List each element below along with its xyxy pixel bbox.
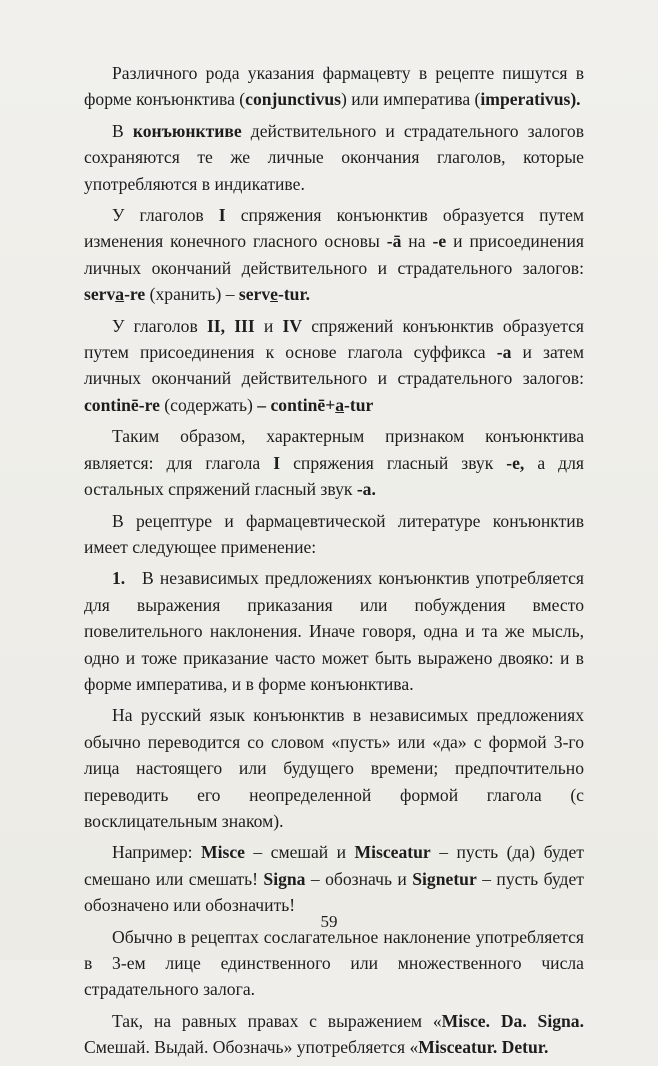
text-run: – continē+ <box>257 394 336 415</box>
paragraph-9 <box>84 839 584 918</box>
paragraph-1 <box>84 60 584 113</box>
bold-term: Misceatur. Detur. <box>418 1037 549 1058</box>
bold-term: II, III <box>206 315 255 336</box>
text-run: -re <box>124 284 146 305</box>
text-run: а для остальных спряжений гласный звук <box>84 452 584 500</box>
text-run: – пусть (да) будет смешано или смешать! <box>84 842 584 889</box>
paragraph-4 <box>84 313 584 419</box>
bold-term: imperativus). <box>480 89 581 110</box>
paragraph-10 <box>84 924 584 1003</box>
bold-term: -e <box>432 231 447 252</box>
bold-term <box>84 284 145 304</box>
list-number: 1. <box>112 568 126 589</box>
bold-term <box>257 395 373 415</box>
paragraph-7 <box>84 565 584 697</box>
text-run: Различного рода указания фармацевту в рецепте пишутся в форме конъюнктива ( <box>84 63 584 110</box>
text-run: -tur. <box>277 284 311 305</box>
underlined-vowel: a <box>335 394 345 415</box>
text-run: В <box>112 120 133 141</box>
bold-term: -ā <box>386 231 402 252</box>
bold-term: continē-re <box>84 394 160 415</box>
bold-term: -a. <box>356 479 376 500</box>
text-run: (содержать) <box>159 394 258 415</box>
text-run: спряжений конъюнктив образуется путем присоединения к основе глагола суффикса <box>84 315 584 363</box>
text-run: serv <box>238 284 271 305</box>
text-run: (хранить) – <box>145 284 239 305</box>
bold-term: Misce <box>201 842 245 863</box>
text-run: действительного и страдательного залогов сохраняются те же личные окончания глаголов, которые употребляются в индикативе. <box>84 120 584 194</box>
text-run: ) или императива ( <box>340 89 481 110</box>
text-run: -tur <box>344 394 374 415</box>
bold-term <box>239 284 310 304</box>
bold-term: IV <box>282 315 303 336</box>
bold-term: конъюнктиве <box>132 120 242 141</box>
paragraph-2 <box>84 118 584 197</box>
text-run: Так, на равных правах с выражением « <box>112 1010 442 1031</box>
bold-term: I <box>273 452 281 473</box>
paragraph-6 <box>84 508 584 561</box>
bold-term: conjunctivus <box>245 89 341 110</box>
underlined-vowel: a <box>115 284 125 305</box>
text-run: У глаголов <box>112 205 219 226</box>
bold-term: Misce. Da. Signa. <box>441 1010 584 1031</box>
text-run: Обычно в рецептах сослагательное наклонение употребляется в 3-ем лице единственного или множественного числа страдательного залога. <box>84 926 584 1000</box>
page-number: 59 <box>320 912 338 931</box>
text-run: – обозначь и <box>305 868 413 889</box>
paragraph-8 <box>84 702 584 834</box>
underlined-vowel: e <box>270 284 278 305</box>
bold-term: Signetur <box>412 868 477 889</box>
text-run: В рецептуре и фармацевтической литературе конъюнктив имеет следующее применение: <box>84 510 584 557</box>
text-run: На русский язык конъюнктив в независимых предложениях обычно переводится со словом «пусть» или «да» с формой 3-го лица настоящего или будущего времени; предпочтительно переводить его неопределенной формой глагола (с восклицательным знаком). <box>84 705 584 831</box>
paragraph-3 <box>84 202 584 308</box>
paragraph-11 <box>84 1008 584 1061</box>
text-run: и затем личных окончаний действительного и страдательного залогов: <box>84 342 584 389</box>
text-run: спряжения конъюнктив образуется путем изменения конечного гласного основы <box>84 205 584 252</box>
text-run: Таким образом, характерным признаком конъюнктива является: для глагола <box>84 426 584 473</box>
bold-term: I <box>218 205 226 226</box>
text-run: serv <box>84 284 116 305</box>
text-run: и присоединения личных окончаний действительного и страдательного залогов: <box>84 231 584 278</box>
text-run: У глаголов <box>112 315 207 336</box>
text-run: на <box>401 231 433 252</box>
bold-term: Signa <box>263 868 306 889</box>
text-run: спряжения гласный звук <box>280 452 507 473</box>
text-run: – пусть будет обозначено или обозначить! <box>84 868 584 916</box>
paragraph-5 <box>84 423 584 502</box>
text-run: – смешай и <box>244 842 355 863</box>
bold-term: Misceatur <box>354 842 431 863</box>
text-run: Смешай. Выдай. Обозначь» употребляется « <box>84 1037 419 1058</box>
text-run: В независимых предложениях конъюнктив употребляется для выражения приказания или побуждения вместо повелительного наклонения. Иначе говоря, одна и та же мысль, одно и тоже приказание часто может быть выражено двояко: и в форме императива, и в форме конъюнктива. <box>84 568 584 694</box>
bold-term: -a <box>496 342 512 363</box>
text-run: и <box>254 315 283 336</box>
bold-term: -e, <box>506 452 525 473</box>
text-run: Например: <box>112 842 201 863</box>
